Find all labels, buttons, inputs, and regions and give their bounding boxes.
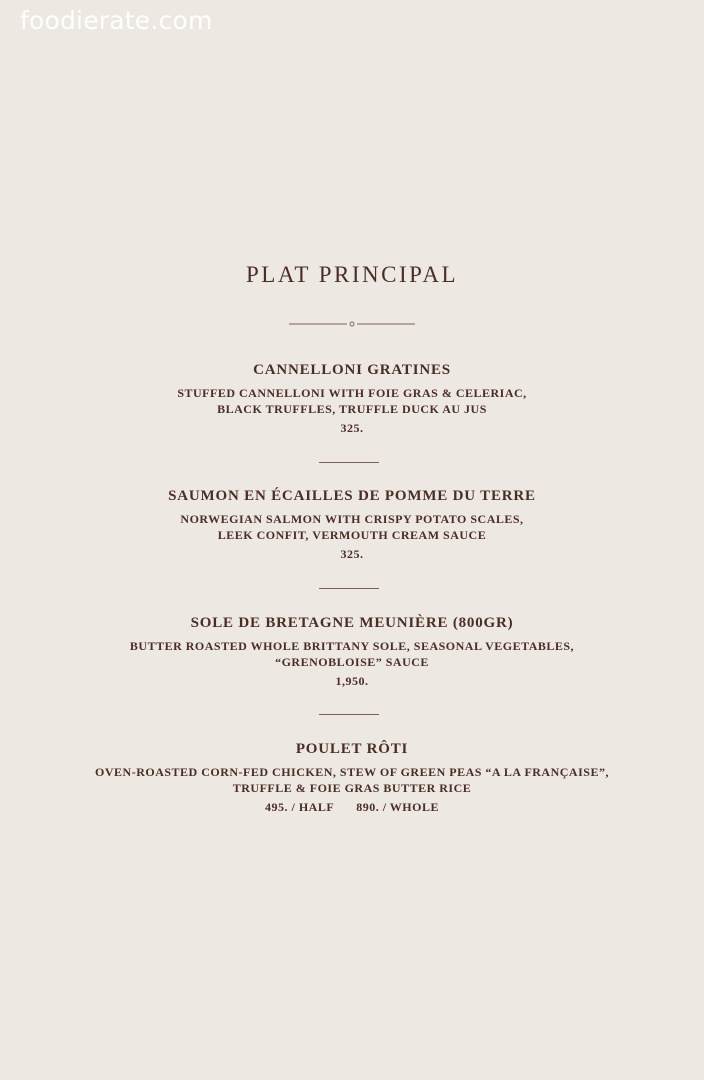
dish-description (0, 638, 704, 670)
dish-price: 325. (340, 547, 364, 561)
dish-description (0, 511, 704, 543)
dish-name: SOLE DE BRETAGNE MEUNIÈRE (800GR) (190, 615, 514, 631)
dish-description (0, 764, 704, 796)
dish-description-line: STUFFED CANNELLONI WITH FOIE GRAS & CELERIAC, (177, 386, 527, 400)
menu-item (0, 486, 704, 562)
dish-description-line: OVEN-ROASTED CORN-FED CHICKEN, STEW OF GREEN PEAS “A LA FRANÇAISE”, (95, 765, 609, 779)
dish-name: CANNELLONI GRATINES (253, 362, 451, 378)
dish-description-line: BLACK TRUFFLES, TRUFFLE DUCK AU JUS (217, 402, 487, 416)
dish-description-line: TRUFFLE & FOIE GRAS BUTTER RICE (232, 781, 472, 795)
item-divider (319, 588, 379, 589)
dish-price-half: 495. / HALF (265, 800, 335, 814)
dish-description-line: “GRENOBLOISE” SAUCE (275, 655, 429, 669)
dish-price: 325. (340, 421, 364, 435)
watermark: foodierate.com (20, 6, 213, 35)
dish-price-row (0, 799, 704, 815)
menu-item (0, 360, 704, 436)
dish-name: SAUMON EN ÉCAILLES DE POMME DU TERRE (168, 488, 536, 504)
dish-description (0, 385, 704, 417)
menu-item (0, 613, 704, 689)
dish-description-line: BUTTER ROASTED WHOLE BRITTANY SOLE, SEASONAL VEGETABLES, (129, 639, 575, 653)
item-divider (319, 462, 379, 463)
dish-name: POULET RÔTI (295, 741, 409, 757)
dish-price: 1,950. (335, 674, 369, 688)
menu-item (0, 739, 704, 815)
item-divider (319, 714, 379, 715)
ornament-divider (289, 320, 415, 328)
dish-description-line: NORWEGIAN SALMON WITH CRISPY POTATO SCALES, (180, 512, 524, 526)
dish-price-whole: 890. / WHOLE (356, 800, 439, 814)
dish-description-line: LEEK CONFIT, VERMOUTH CREAM SAUCE (217, 528, 487, 542)
section-title: PLAT PRINCIPAL (245, 262, 459, 287)
